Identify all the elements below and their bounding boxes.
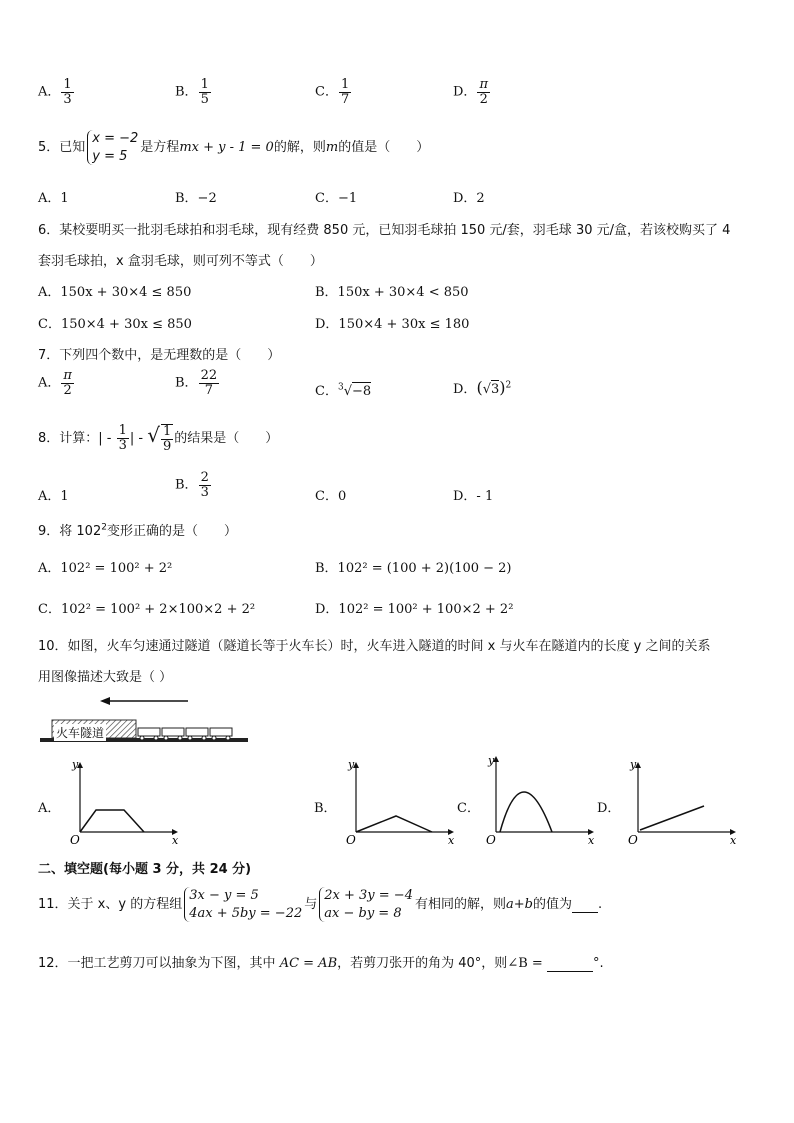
q8-option-b[interactable]: B． $\frac{2}{3}$ <box>175 470 209 500</box>
direction-arrow-icon <box>100 697 188 705</box>
q5-option-c[interactable]: C．−1 <box>315 191 358 206</box>
radical-icon: √ <box>343 384 352 399</box>
svg-text:y: y <box>348 758 355 771</box>
tunnel-label: 火车隧道 <box>56 726 105 740</box>
q8-option-a[interactable]: A．1 <box>38 489 69 504</box>
q10-graph-d[interactable] <box>622 758 742 848</box>
q10-option-b-label[interactable]: B． <box>314 801 337 816</box>
q8-option-c[interactable]: C．0 <box>315 489 347 504</box>
q11-system-2: 2x + 3y = −4 ax − by = 8 <box>319 887 413 922</box>
svg-text:x: x <box>172 834 179 847</box>
q9-stem: 9．将 $102^2$变形正确的是（ ） <box>38 522 237 539</box>
q11-system-1: 3x − y = 5 4ax + 5by = −22 <box>184 887 302 922</box>
question-11: 11．关于 x、y 的方程组 3x − y = 5 4ax + 5by = −22 与 2x + 3y = −4 ax − by = 8 有相同的解，则a+b的值为 . <box>38 888 603 921</box>
q8-option-d[interactable]: D．- 1 <box>453 489 494 504</box>
svg-text:x: x <box>730 834 737 847</box>
svg-text:y: y <box>630 758 637 771</box>
q10-graph-b[interactable] <box>340 758 460 848</box>
q6-option-a[interactable]: A．150x + 30×4 ≤ 850 <box>38 285 192 300</box>
q7-option-a[interactable]: A． $\frac{\pi}{2}$ <box>38 368 72 398</box>
question-8: 8．计算：| - $\frac{1}{3}$ | - √ $\frac{1}{9}$ 的结果是（ ） <box>38 423 279 454</box>
q10-graph-c[interactable] <box>480 752 600 848</box>
question-12: 12．一把工艺剪刀可以抽象为下图，其中 AC = AB，若剪刀张开的角为 40°，则∠B = °. <box>38 956 604 971</box>
q10-stem-line1: 10．如图，火车匀速通过隧道（隧道长等于火车长）时，火车进入隧道的时间 x 与火车在隧道内的长度 y 之间的关系 <box>38 639 711 654</box>
svg-text:x: x <box>448 834 455 847</box>
section-2-heading: 二、填空题(每小题 3 分，共 24 分) <box>38 862 252 877</box>
q6-stem-line1: 6．某校要明买一批羽毛球拍和羽毛球，现有经费 850 元，已知羽毛球拍 150 元/套，羽毛球 30 元/盒，若该校购买了 4 <box>38 223 731 238</box>
svg-text:O: O <box>346 833 356 847</box>
q5-option-d[interactable]: D．2 <box>453 191 485 206</box>
q10-option-d-label[interactable]: D． <box>597 801 621 816</box>
q7-option-b[interactable]: B． $\frac{22}{7}$ <box>175 368 218 398</box>
svg-text:O: O <box>628 833 638 847</box>
q4-option-b[interactable]: B． $\frac{1}{5}$ <box>175 77 209 107</box>
q7-option-d[interactable]: D．$(√3)^2$ <box>453 378 512 397</box>
q6-option-b[interactable]: B．150x + 30×4 < 850 <box>315 285 469 300</box>
q5-option-a[interactable]: A．1 <box>38 191 69 206</box>
q11-answer-blank[interactable] <box>572 897 598 913</box>
q10-graph-a[interactable] <box>64 758 184 848</box>
q12-answer-blank[interactable] <box>547 956 593 972</box>
q9-option-a[interactable]: A．102² = 100² + 2² <box>38 561 173 576</box>
radical-icon: √ <box>482 382 491 397</box>
q6-option-c[interactable]: C．150×4 + 30x ≤ 850 <box>38 317 192 332</box>
q4-option-d[interactable]: D． $\frac{\pi}{2}$ <box>453 77 488 107</box>
question-5: 5．已知 x = −2 y = 5 是方程mx + y - 1 = 0的解，则m的值是（ ） <box>38 131 430 164</box>
q9-option-c[interactable]: C．102² = 100² + 2×100×2 + 2² <box>38 602 256 617</box>
q5-system: x = −2 y = 5 <box>87 130 138 165</box>
q9-option-b[interactable]: B．102² = (100 + 2)(100 − 2) <box>315 561 512 576</box>
svg-text:y: y <box>488 754 495 767</box>
svg-text:O: O <box>70 833 80 847</box>
svg-text:O: O <box>486 833 496 847</box>
q10-option-a-label[interactable]: A． <box>38 801 61 816</box>
q9-option-d[interactable]: D．102² = 100² + 100×2 + 2² <box>315 602 514 617</box>
q6-stem-line2: 套羽毛球拍，x 盒羽毛球，则可列不等式（ ） <box>38 254 323 269</box>
q10-stem-line2: 用图像描述大致是（ ） <box>38 670 173 685</box>
q7-stem: 7．下列四个数中，是无理数的是（ ） <box>38 348 281 363</box>
q6-option-d[interactable]: D．150×4 + 30x ≤ 180 <box>315 317 470 332</box>
q7-option-c[interactable]: C．$^3$√−8 <box>315 382 372 399</box>
svg-text:y: y <box>72 758 79 771</box>
radical-icon: √ <box>147 423 161 447</box>
svg-text:x: x <box>588 834 595 847</box>
q5-option-b[interactable]: B．−2 <box>175 191 217 206</box>
q4-option-c[interactable]: C． $\frac{1}{7}$ <box>315 77 350 107</box>
q4-option-a[interactable]: A． $\frac{1}{3}$ <box>38 77 72 107</box>
q10-option-c-label[interactable]: C． <box>457 801 480 816</box>
